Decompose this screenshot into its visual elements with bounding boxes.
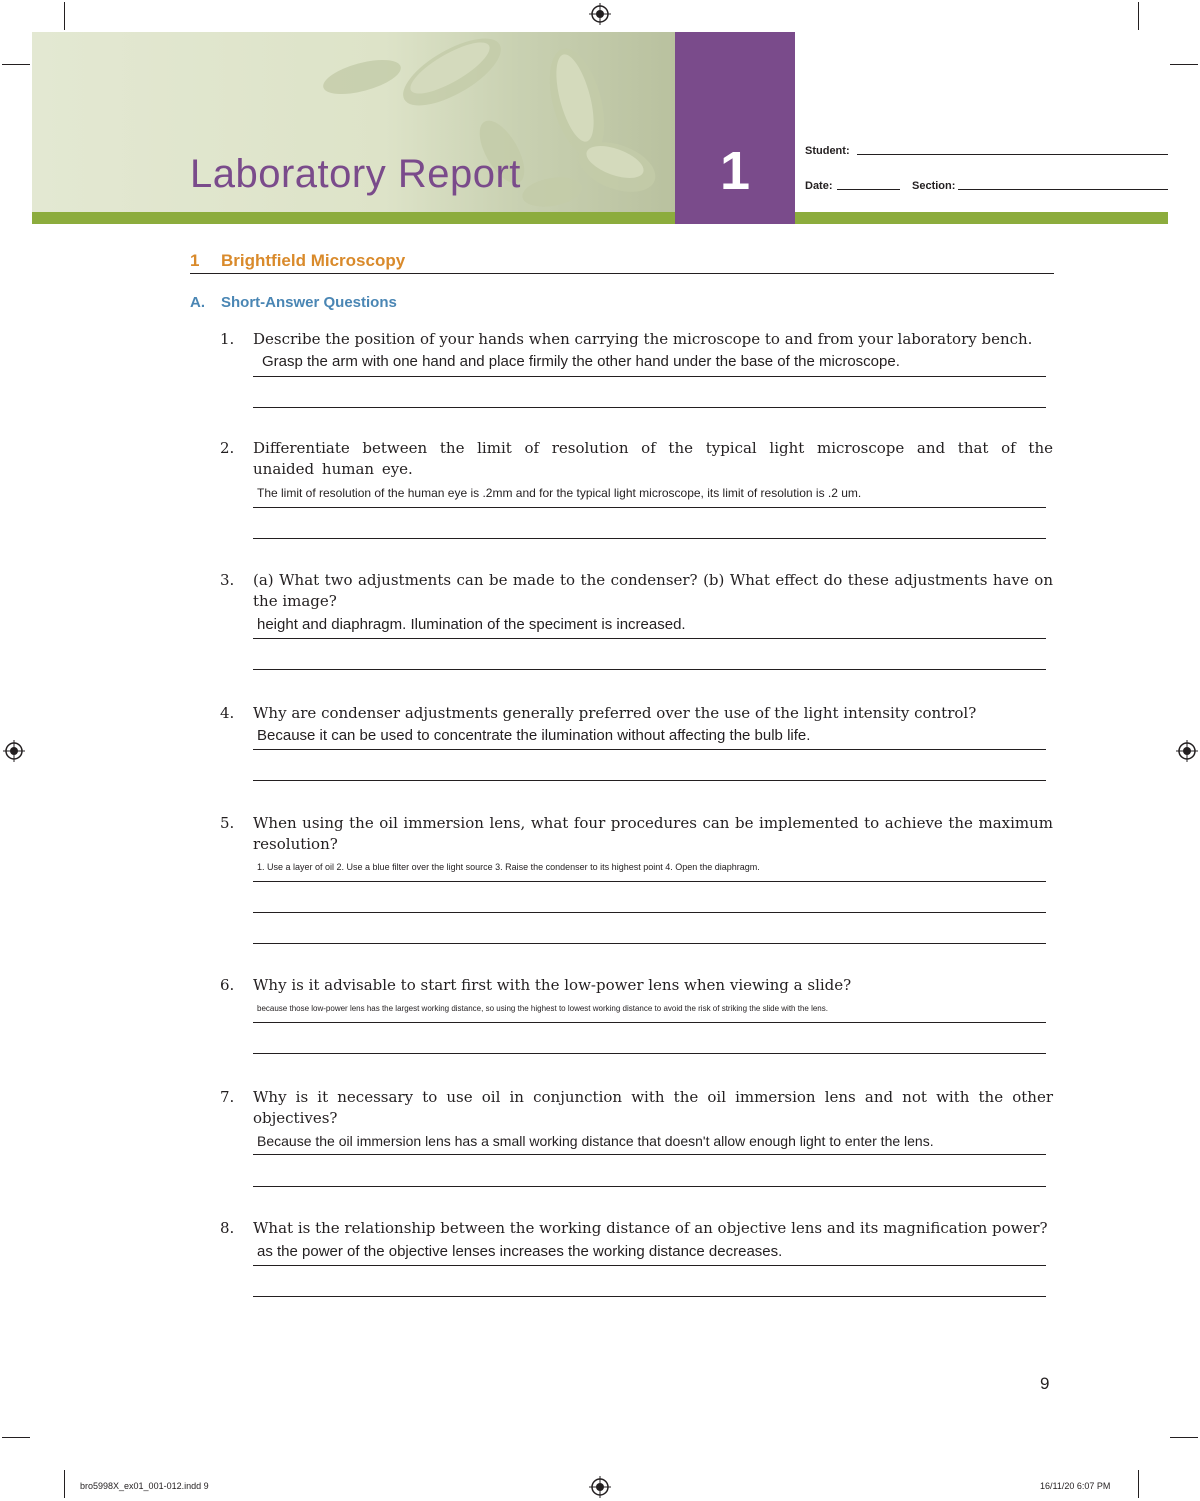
page-number: 9 [1040, 1374, 1050, 1393]
question-text: Why is it necessary to use oil in conjunction with the oil immersion lens and not with the other objectives? [253, 1088, 1053, 1127]
answer-text[interactable]: The limit of resolution of the human eye is .2mm and for the typical light microscope, its limit of resolution is .2 um. [257, 486, 862, 500]
answer-line [253, 912, 1046, 913]
section-field[interactable] [958, 189, 1168, 190]
answer-line [253, 669, 1046, 670]
question-text: Why are condenser adjustments generally preferred over the use of the light intensity control? [253, 704, 977, 722]
student-label: Student: [805, 145, 850, 157]
answer-line [253, 376, 1046, 377]
answer-line [253, 1154, 1046, 1155]
footer-filename: bro5998X_ex01_001-012.indd 9 [80, 1481, 209, 1491]
crop-mark [1170, 1437, 1198, 1438]
answer-text[interactable]: 1. Use a layer of oil 2. Use a blue filter over the light source 3. Raise the condenser to its highest point 4. Open the diaphragm. [257, 862, 760, 872]
question-number: 6. [220, 976, 235, 994]
question-number: 2. [220, 439, 235, 457]
answer-line [253, 881, 1046, 882]
section-label: Section: [912, 180, 956, 192]
question-text: What is the relationship between the working distance of an objective lens and its magnification power? [253, 1219, 1048, 1237]
question-number: 5. [220, 814, 235, 832]
subsection-letter: A. [190, 294, 205, 311]
answer-line [253, 1053, 1046, 1054]
answer-text[interactable]: Grasp the arm with one hand and place firmily the other hand under the base of the microscope. [262, 353, 900, 370]
section-number: 1 [190, 251, 200, 270]
registration-mark-icon [589, 1476, 611, 1498]
section-title: Brightfield Microscopy [221, 251, 406, 270]
date-label: Date: [805, 180, 833, 192]
answer-line [253, 538, 1046, 539]
student-field[interactable] [857, 154, 1168, 155]
question-text: (a) What two adjustments can be made to the condenser? (b) What effect do these adjustments have on the image? [253, 571, 1053, 610]
registration-mark-icon [1176, 740, 1198, 762]
question-text: Describe the position of your hands when carrying the microscope to and from your laboratory bench. [253, 330, 1033, 348]
question-number: 4. [220, 704, 235, 722]
section-divider [190, 273, 1054, 274]
question-number: 7. [220, 1088, 235, 1106]
answer-text[interactable]: as the power of the objective lenses increases the working distance decreases. [257, 1243, 783, 1260]
footer-timestamp: 16/11/20 6:07 PM [1040, 1481, 1111, 1491]
chapter-number: 1 [719, 141, 751, 201]
answer-text[interactable]: Because the oil immersion lens has a small working distance that doesn't allow enough light to enter the lens. [257, 1133, 934, 1149]
registration-mark-icon [3, 740, 25, 762]
crop-mark [1138, 2, 1139, 30]
answer-line [253, 943, 1046, 944]
answer-line [253, 638, 1046, 639]
header-accent-bar [795, 212, 1168, 224]
question-number: 8. [220, 1219, 235, 1237]
answer-line [253, 1022, 1046, 1023]
answer-line [253, 1265, 1046, 1266]
question-number: 1. [220, 330, 235, 348]
answer-line [253, 780, 1046, 781]
question-number: 3. [220, 571, 235, 589]
crop-mark [1138, 1470, 1139, 1498]
registration-mark-icon [589, 3, 611, 25]
crop-mark [64, 1470, 65, 1498]
question-text: When using the oil immersion lens, what four procedures can be implemented to achieve the maximum resolution? [253, 814, 1053, 853]
crop-mark [1170, 64, 1198, 65]
crop-mark [64, 2, 65, 30]
answer-text[interactable]: because those low-power lens has the largest working distance, so using the highest to lowest working distance to avoid the risk of striking the slide with the lens. [257, 1004, 828, 1013]
question-text: Why is it advisable to start first with the low-power lens when viewing a slide? [253, 976, 852, 994]
subsection-title: Short-Answer Questions [221, 294, 397, 311]
answer-text[interactable]: height and diaphragm. Ilumination of the speciment is increased. [257, 616, 686, 633]
answer-line [253, 749, 1046, 750]
date-field[interactable] [837, 189, 900, 190]
answer-text[interactable]: Because it can be used to concentrate the ilumination without affecting the bulb life. [257, 727, 811, 744]
header-accent-bar [32, 212, 675, 224]
crop-mark [2, 64, 30, 65]
answer-line [253, 407, 1046, 408]
answer-line [253, 1186, 1046, 1187]
answer-line [253, 1296, 1046, 1297]
answer-line [253, 507, 1046, 508]
crop-mark [2, 1437, 30, 1438]
question-text: Differentiate between the limit of resolution of the typical light microscope and that of the unaided human eye. [253, 439, 1053, 478]
page-title: Laboratory Report [190, 152, 521, 196]
